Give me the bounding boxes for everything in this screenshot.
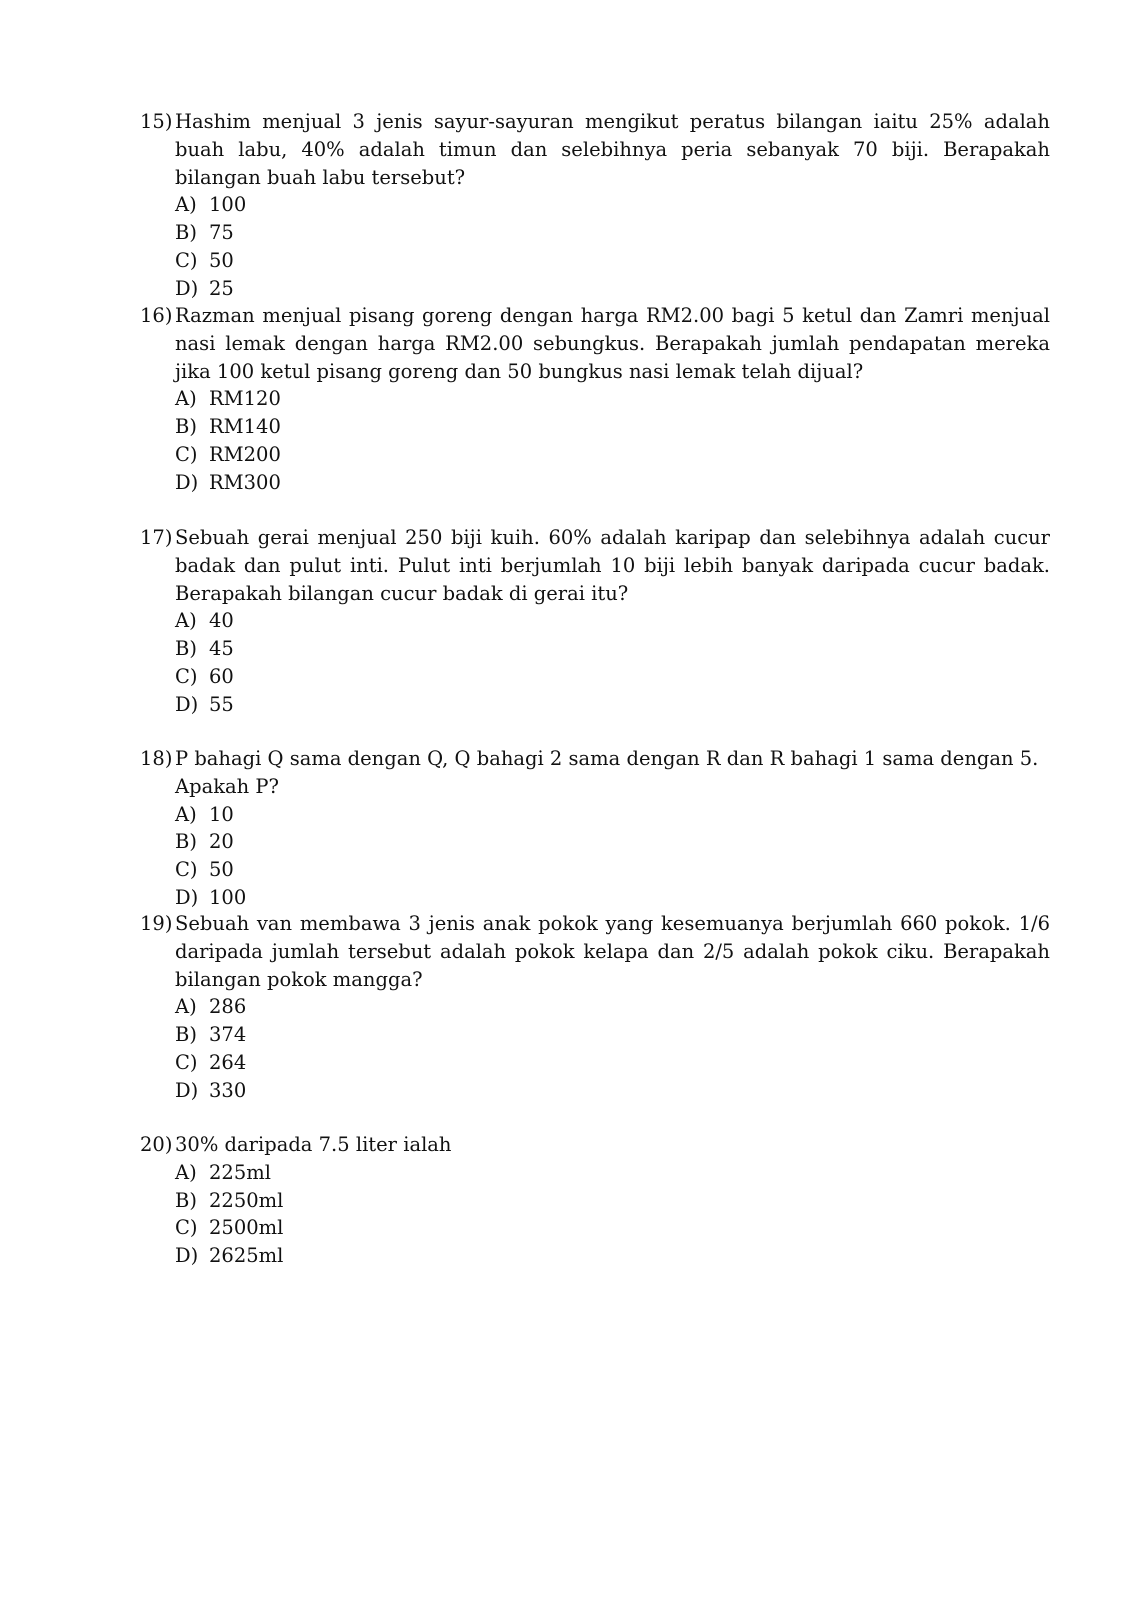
option-letter: C) [175, 1050, 198, 1074]
question-number: 20) [140, 1133, 173, 1156]
question-text: Razman menjual pisang goreng dengan harga RM2.00 bagi 5 ketul dan Zamri menjual nasi lemak dengan harga RM2.00 sebungkus. Berapakah jumlah pendapatan mereka jika 100 ketul pisang goreng dan 50 bungkus nasi lemak telah dijual? [175, 304, 1050, 383]
option-c [175, 663, 1050, 691]
question-18 [140, 745, 1050, 912]
option-letter: A) [175, 802, 197, 826]
question-text: 30% daripada 7.5 liter ialah [175, 1133, 452, 1156]
option-value: 100 [209, 193, 247, 217]
option-a [175, 1159, 1050, 1187]
question-17 [140, 524, 1050, 719]
option-b [175, 828, 1050, 856]
option-d [175, 1077, 1050, 1105]
option-a [175, 385, 1050, 413]
option-value: 40 [209, 609, 234, 633]
question-number: 19) [140, 912, 173, 935]
option-value: RM120 [209, 387, 281, 411]
option-a [175, 801, 1050, 829]
option-value: 20 [209, 830, 234, 854]
option-letter: C) [175, 248, 198, 272]
answer-options [175, 385, 1050, 496]
option-value: 75 [209, 221, 234, 245]
option-b [175, 1187, 1050, 1215]
option-letter: D) [175, 692, 199, 716]
option-value: RM200 [209, 442, 281, 466]
option-d [175, 884, 1050, 912]
option-letter: C) [175, 858, 198, 882]
option-value: 50 [209, 858, 234, 882]
option-letter: B) [175, 221, 197, 245]
option-value: 286 [209, 995, 247, 1019]
question-number: 15) [140, 110, 173, 133]
option-letter: B) [175, 415, 197, 439]
option-c [175, 1214, 1050, 1242]
question-text: Hashim menjual 3 jenis sayur-sayuran mengikut peratus bilangan iaitu 25% adalah buah labu, 40% adalah timun dan selebihnya peria sebanyak 70 biji. Berapakah bilangan buah labu tersebut? [175, 110, 1050, 189]
option-a [175, 191, 1050, 219]
answer-options [175, 993, 1050, 1104]
option-a [175, 993, 1050, 1021]
option-letter: D) [175, 470, 199, 494]
option-a [175, 607, 1050, 635]
option-letter: B) [175, 1023, 197, 1047]
option-c [175, 441, 1050, 469]
option-value: 2500ml [209, 1216, 284, 1240]
question-text: P bahagi Q sama dengan Q, Q bahagi 2 sama dengan R dan R bahagi 1 sama dengan 5. Apakah P? [175, 747, 1039, 798]
option-b [175, 635, 1050, 663]
option-letter: C) [175, 442, 198, 466]
option-letter: D) [175, 276, 199, 300]
question-number: 16) [140, 304, 173, 327]
option-value: 50 [209, 248, 234, 272]
option-d [175, 275, 1050, 303]
option-letter: D) [175, 885, 199, 909]
option-value: 10 [209, 802, 234, 826]
option-value: RM140 [209, 415, 281, 439]
question-text: Sebuah van membawa 3 jenis anak pokok yang kesemuanya berjumlah 660 pokok. 1/6 daripada jumlah tersebut adalah pokok kelapa dan 2/5 adalah pokok ciku. Berapakah bilangan pokok mangga? [175, 912, 1050, 991]
question-16 [140, 302, 1050, 497]
option-value: 225ml [209, 1160, 271, 1184]
option-d [175, 691, 1050, 719]
question-15 [140, 108, 1050, 303]
option-letter: B) [175, 1188, 197, 1212]
option-letter: A) [175, 995, 197, 1019]
option-letter: D) [175, 1244, 199, 1268]
option-d [175, 1242, 1050, 1270]
answer-options [175, 801, 1050, 912]
option-value: RM300 [209, 470, 281, 494]
option-value: 60 [209, 664, 234, 688]
option-b [175, 219, 1050, 247]
option-d [175, 469, 1050, 497]
option-letter: B) [175, 637, 197, 661]
option-value: 2250ml [209, 1188, 284, 1212]
option-letter: A) [175, 609, 197, 633]
question-number: 17) [140, 526, 173, 549]
option-c [175, 1049, 1050, 1077]
question-19 [140, 910, 1050, 1105]
answer-options [175, 1159, 1050, 1270]
option-letter: A) [175, 1160, 197, 1184]
option-value: 374 [209, 1023, 247, 1047]
option-value: 55 [209, 692, 234, 716]
option-letter: D) [175, 1078, 199, 1102]
option-value: 100 [209, 885, 247, 909]
answer-options [175, 191, 1050, 302]
question-20 [140, 1131, 1050, 1270]
option-letter: A) [175, 193, 197, 217]
option-value: 45 [209, 637, 234, 661]
option-letter: A) [175, 387, 197, 411]
question-text: Sebuah gerai menjual 250 biji kuih. 60% adalah karipap dan selebihnya adalah cucur badak dan pulut inti. Pulut inti berjumlah 10 biji lebih banyak daripada cucur badak. Berapakah bilangan cucur badak di gerai itu? [175, 526, 1050, 605]
option-c [175, 247, 1050, 275]
option-b [175, 1021, 1050, 1049]
option-b [175, 413, 1050, 441]
option-value: 2625ml [209, 1244, 284, 1268]
option-letter: C) [175, 664, 198, 688]
option-letter: B) [175, 830, 197, 854]
answer-options [175, 607, 1050, 718]
option-c [175, 856, 1050, 884]
question-number: 18) [140, 747, 173, 770]
option-value: 330 [209, 1078, 247, 1102]
option-value: 25 [209, 276, 234, 300]
option-value: 264 [209, 1050, 247, 1074]
option-letter: C) [175, 1216, 198, 1240]
